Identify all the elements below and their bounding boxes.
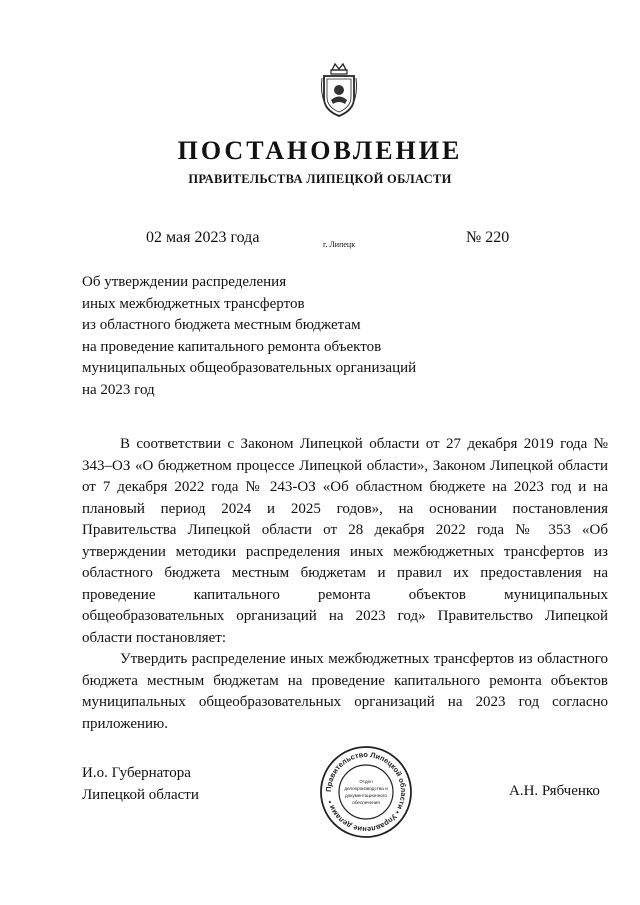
subject-line: из областного бюджета местным бюджетам bbox=[82, 317, 361, 333]
document-issuer: ПРАВИТЕЛЬСТВА ЛИПЕЦКОЙ ОБЛАСТИ bbox=[188, 172, 452, 186]
body-paragraph-resolution: Утвердить распределение иных межбюджетных трансфертов из областного бюджета местным бюджетам на проведение капитального ремонта объектов муниципальных общеобразовательных организаций на 2023 год согласно приложению. bbox=[82, 651, 608, 732]
body-paragraph-preamble: В соответствии с Законом Липецкой области от 27 декабря 2019 года № 343–ОЗ «О бюджетном процессе Липецкой области», Законом Липецкой области от 7 декабря 2022 года № 243-ОЗ «Об областном бюджете на 2023 год и на плановый период 2024 и 2025 годов», на основании постановления Правительства Липецкой области от 28 декабря 2022 года № 353 «Об утверждении методики распределения иных межбюджетных трансфертов из областного бюджета местным бюджетам и правил их предоставления на проведение капитального ремонта объектов муниципальных общеобразовательных организаций на 2023 год» Правительство Липецкой области постановляет: bbox=[82, 436, 608, 646]
svg-text:Правительство Липецкой области bbox=[324, 750, 408, 834]
document-body bbox=[82, 434, 608, 735]
seal-center-line: обеспечения bbox=[352, 800, 380, 805]
subject-line: муниципальных общеобразовательных организаций bbox=[82, 360, 417, 376]
document-city: г. Липецк bbox=[323, 240, 356, 249]
subject-line: Об утверждении распределения bbox=[82, 274, 287, 290]
subject-line: иных межбюджетных трансфертов bbox=[82, 295, 305, 312]
signatory-position-line: Липецкой области bbox=[82, 787, 199, 803]
seal-ring-text: Правительство Липецкой области • Управление делами • bbox=[323, 749, 409, 835]
document-number: № 220 bbox=[466, 229, 510, 246]
seal-center-line: документационного bbox=[345, 793, 387, 798]
signatory-position-line: И.о. Губернатора bbox=[82, 765, 191, 781]
document-title: ПОСТАНОВЛЕНИЕ bbox=[177, 136, 463, 165]
subject-line: на 2023 год bbox=[82, 381, 155, 398]
coat-of-arms-icon bbox=[318, 62, 360, 118]
seal-center-line: Отдел bbox=[359, 779, 373, 784]
document-subject bbox=[82, 272, 442, 401]
document-date: 02 мая 2023 года bbox=[146, 229, 260, 246]
seal-center-line: делопроизводства и bbox=[344, 786, 388, 791]
subject-line: на проведение капитального ремонта объектов bbox=[82, 338, 382, 355]
official-seal-icon bbox=[318, 744, 414, 840]
signatory-position bbox=[82, 762, 199, 806]
signatory-name: А.Н. Рябченко bbox=[509, 783, 600, 799]
